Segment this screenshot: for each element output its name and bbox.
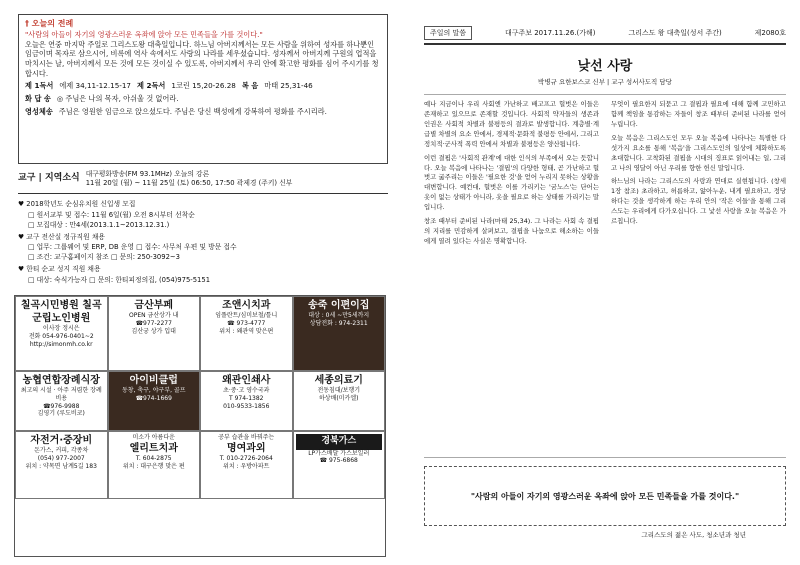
- ad-extra: http://simonmh.co.kr: [29, 340, 93, 348]
- ad-title: 칠곡시민병원 칠곡군립노인병원: [20, 300, 102, 324]
- readings-row: [25, 81, 381, 91]
- gospel-label: 복 음: [241, 81, 259, 91]
- radio-time: 11월 20일 (월) ~ 11월 25일 (토) 06:50, 17:50 곽제경 (주키) 신부: [85, 179, 293, 188]
- news-item: [18, 232, 388, 263]
- ad-line: ☎977-2277: [135, 319, 172, 327]
- ad-title: 아이비클럽: [129, 375, 178, 386]
- right-page: [410, 0, 800, 565]
- news-line: □ 조건: 교구홈페이지 참조 □ 문의: 250-3092~3: [28, 253, 180, 262]
- ad-sub: 임플란트/심미보철/틀니: [215, 312, 278, 319]
- ads-grid: [14, 295, 386, 557]
- news-line: □ 모집대상 : 만4세(2013.1.1~2013.12.31.): [28, 220, 170, 229]
- news-list: [18, 199, 388, 285]
- ad-title: 엘리트치과: [129, 442, 178, 454]
- ad-7: [293, 371, 386, 431]
- paragraph: 오늘 복음은 그리스도인 모두 오늘 복음에 나타나는 특별한 다섯가지 요소를 통해 '복음'을 그리스도인의 일상에 체화하도록 초대합니다. 고착화된 결핍을 시대의 징표로 읽어내는 일, 그리고 나의 영달이 아닌 우리를 향한 헌신 말입니다.: [611, 133, 786, 172]
- ad-8: [15, 431, 108, 499]
- news-line: □ 원서교부 및 접수: 11월 6일(월) 오전 8시부터 선착순: [28, 210, 195, 219]
- ad-line: 하상배(미카엘): [319, 394, 359, 402]
- offering-row: [25, 107, 381, 117]
- news-line: □ 대상: 숙식가능자 □ 문의: 한티피정의집, (054)975-5151: [28, 275, 211, 284]
- ad-line: (054) 977-2007: [37, 454, 85, 462]
- news-head: ♥ 한티 순교 성지 직원 채용: [18, 265, 101, 274]
- article-column-right: [611, 100, 786, 452]
- ad-title: 세종의료기: [314, 375, 363, 386]
- issue-number: 제2080호: [754, 29, 786, 37]
- ad-5: [108, 371, 201, 431]
- ad-extra: 김산궁 상가 입대: [131, 327, 176, 335]
- radio-name: 대구평화방송(FM 93.1MHz) 오늘의 강론: [85, 170, 210, 178]
- ad-line: 전화 054-976-0401~2: [28, 332, 94, 340]
- ad-title: 금산부페: [134, 300, 174, 311]
- ad-sub: 전동침대/보행기: [317, 387, 361, 394]
- ad-extra: 위치 : 대구은행 맞은 편: [122, 462, 185, 470]
- ad-11: [293, 431, 386, 499]
- ad-title: 자전거·중장비: [30, 435, 93, 446]
- ad-sub: 미소가 아름다운: [132, 434, 175, 441]
- paragraph: 이런 결핍은 '사회적 관계'에 대한 인식의 부족에서 오는 듯합니다. 오늘 복음에 나타나는 '결핍'의 다양한 형태, 곧 가난하고 헐벗고 굶주리는 이들은 '필요한 것'을 얻어 누리지 못하는 상황을 대변합니다. 예컨대, 헐벗은 이를 가리키는 '굼노스'는 단어는 옷이 없는 상태가 아니라, 옷을 필요로 하는 상태를 가리키는 말입니다.: [424, 153, 599, 212]
- ad-title: 송죽 이편이집: [308, 300, 370, 311]
- ad-10: [200, 431, 293, 499]
- ad-sub: OPEN 금산상가 내: [129, 312, 179, 319]
- ad-line: ☎974-1669: [135, 394, 172, 402]
- ad-title: 왜관인쇄사: [222, 375, 271, 386]
- ad-2: [200, 296, 293, 371]
- ad-sub: 돈가스, 커피, 각종차: [34, 447, 89, 454]
- ad-1: [108, 296, 201, 371]
- reading1-label: 제 1독서: [25, 81, 54, 91]
- ad-4: [15, 371, 108, 431]
- liturgy-quote: "사람의 아들이 자기의 영광스러운 옥좌에 앉아 모든 민족들을 가를 것이다.": [25, 29, 263, 39]
- liturgy-title: † 오늘의 전례: [25, 19, 74, 28]
- ad-line: ☎ 973-4777: [227, 319, 266, 327]
- ad-title: 조앤시치과: [222, 300, 271, 311]
- gospel-ref: 마태 25,31-46: [264, 81, 313, 91]
- ad-9: [108, 431, 201, 499]
- section-tag: 주일의 말씀: [424, 26, 472, 40]
- ad-title: 경북가스: [296, 434, 383, 450]
- ad-6: [200, 371, 293, 431]
- paragraph: 예나 지금이나 우리 사회엔 가난하고 배고프고 헐벗은 이들은 존재하고 있으므로 존재할 것입니다. 사회적 약자들의 생존과 인권은 사회적 차별과 불평등의 결과로 발생합니다. 계층별·계급별 차별의 요소 안에서, 경제적·문화적 불평등 안에서, 그리고 정치적·군사적 폭력 안에서 차별과 불평등은 양산됩니다.: [424, 100, 599, 148]
- offering-label: 영성체송: [25, 106, 53, 116]
- response-row: [25, 94, 381, 104]
- news-head: ♥ 2018학년도 순심유치원 신입생 모집: [18, 200, 136, 209]
- ad-sub: LP가스배달 가스보일러: [308, 449, 370, 457]
- ad-extra: 김영기 (루도비코): [37, 410, 85, 418]
- news-item: [18, 264, 388, 284]
- paragraph: 창조 때부터 준비된 나라(마태 25,34). 그 나라는 사회 속 결핍의 지리를 민감하게 살펴보고, 결핍을 나눔으로 해소하는 이들에게 열려 있다는 사실은 명확합니다.: [424, 217, 599, 245]
- liturgy-body: 오늘은 연중 마지막 주일로 그리스도왕 대축일입니다. 하느님 아버지께서는 모든 사람을 위하여 성자를 하나뿐인 임금이며 목자로 삼으시어, 비록에 역사 속에서도 사랑의 나라를 세우셨습니다. 성자께서 아버지께 구원의 업적을 마치시는 날, 아버지께서 모든 것에 모든 것이실 수 있도록, 아버지께서 우리 안에 확고한 평화를 심어 주시기를 청합시다.: [25, 39, 379, 78]
- ad-sub: 최고의 시설 · 아주 저렴한 장례비용: [20, 387, 102, 402]
- response-label: 화 답 송: [25, 94, 51, 104]
- divider: [18, 193, 388, 194]
- feast-name: 그리스도 왕 대축일(성서 주간): [628, 29, 722, 37]
- ad-extra: 위치 : 왜관역 맞은편: [219, 327, 274, 335]
- news-item: [18, 199, 388, 230]
- ad-0: [15, 296, 108, 371]
- ad-line: 상담전화 : 974-2311: [309, 319, 368, 327]
- parish-header: [18, 170, 388, 188]
- news-line: □ 업무: 그룹웨어 및 ERP, DB 운영 □ 접수: 사무처 우편 및 방문 접수: [28, 243, 237, 252]
- article-column-left: [424, 100, 599, 452]
- response: ◎ 주님은 나의 목자, 아쉬울 것 없어라.: [56, 94, 179, 104]
- bulletin-header: [424, 26, 786, 45]
- parish-title: 교구 | 지역소식: [18, 173, 80, 183]
- reading2-label: 제 2독서: [137, 81, 166, 91]
- ad-sub: 초·중·고 영수국과: [223, 387, 270, 394]
- ad-sub: 대상 : 0세 ~만5세까지: [308, 312, 370, 319]
- ad-extra: 위치 : 약목면 남계5길 183: [25, 462, 97, 470]
- paragraph: 하느님의 나라는 그리스도의 사랑과 연대로 실현됩니다. (창세 1장 참조) 초라하고, 허름하고, 앓아누운, 내게 필요하고, 정당하다는 것을 생각하게 하는 우리 안의 '작은 이들'을 통해 그리스도는 우리에게 다가오십니다. 그 낯선 사랑을 오늘 복음은 가르칩니다.: [611, 177, 786, 226]
- article-author: 박병규 요한보스코 신부 | 교구 성서사도직 담당: [538, 78, 672, 86]
- ad-title: 명여과외: [226, 442, 266, 454]
- reading2: 1코린 15,20-26.28: [171, 81, 236, 91]
- offering: 주님은 영원한 임금으로 앉으셨도다. 주님은 당신 백성에게 강복하여 평화를 주시리라.: [58, 106, 327, 116]
- ad-sub: 동창, 축구, 야구부, 골프: [121, 387, 186, 394]
- ad-line: ☎ 975-6868: [319, 457, 358, 465]
- paragraph: 무엇이 필요한지 되묻고 그 결핍과 필요에 대해 함께 고민하고 함께 책임을 통감하는 자들이 창조 때부터 준비된 나라를 얻어 누립니다.: [611, 100, 786, 128]
- quote-box: [424, 466, 786, 526]
- reading1: 에제 34,11-12.15-17: [59, 81, 132, 91]
- news-head: ♥ 교구 전산실 정규직원 채용: [18, 232, 105, 241]
- ad-sub: 공부 습관을 바꿔주는: [218, 434, 275, 441]
- ad-line: ☎976-9988: [43, 402, 80, 410]
- article-body: [424, 94, 786, 458]
- ad-sub: 이사장 정시은: [42, 325, 80, 332]
- ad-title: 농협연합장례식장: [22, 375, 100, 386]
- ad-extra: 010-9533-1856: [223, 402, 270, 410]
- ad-3: [293, 296, 386, 371]
- article-title: 낮선 사랑: [577, 59, 633, 74]
- radio-info: [86, 170, 293, 188]
- bulletin-info: 대구주보 2017.11.26.(가해): [504, 29, 596, 37]
- highlight-quote: "사람의 아들이 자기의 영광스러운 옥좌에 앉아 모든 민족들을 가를 것이다.": [470, 491, 740, 501]
- ad-line: T. 604-2875: [135, 454, 172, 462]
- liturgy-box: [18, 14, 388, 164]
- next-topic: 그리스도의 젊은 사도, 청소년과 청년: [641, 531, 746, 539]
- ad-line: T 974-1382: [229, 394, 264, 402]
- ad-line: T. 010-2726-2064: [219, 454, 273, 462]
- ad-extra: 위치 : 우방아파트: [223, 462, 270, 470]
